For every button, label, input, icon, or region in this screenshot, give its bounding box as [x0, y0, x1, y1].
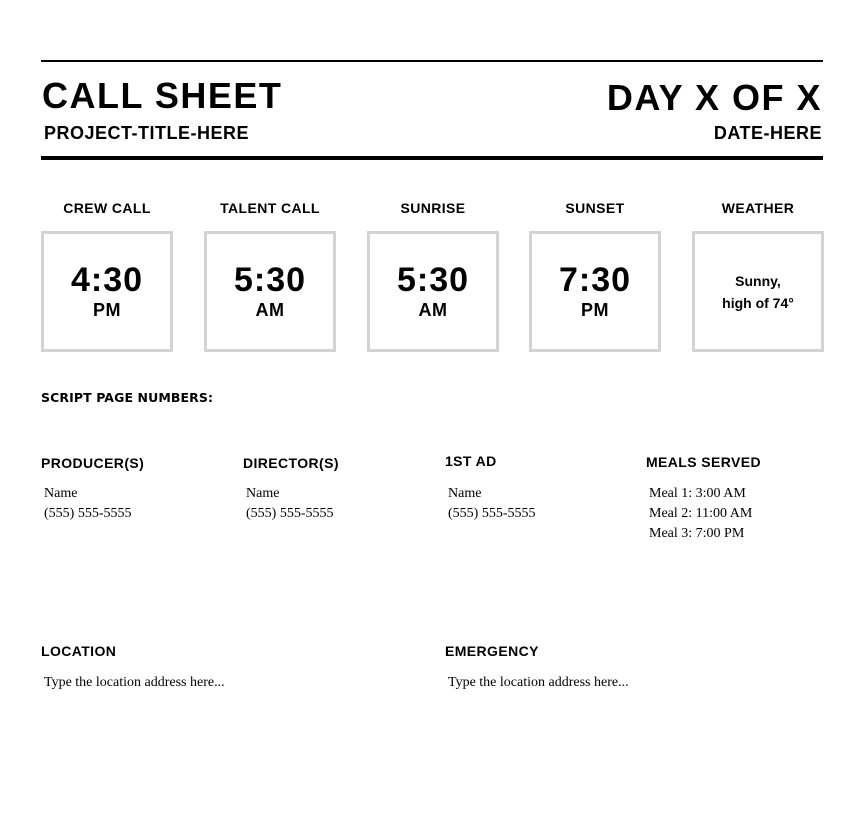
- producer-phone[interactable]: (555) 555-5555: [44, 506, 132, 521]
- meals-list[interactable]: [649, 484, 752, 544]
- crew-call-block: [41, 198, 173, 354]
- weather-line-1: Sunny,: [735, 272, 781, 289]
- director-contact[interactable]: [246, 484, 334, 524]
- location-address[interactable]: Type the location address here...: [44, 675, 225, 690]
- sunrise-label: SUNRISE: [400, 200, 466, 216]
- sunset-time: 7:30: [558, 260, 632, 299]
- first-ad-name[interactable]: Name: [448, 486, 482, 501]
- director-phone[interactable]: (555) 555-5555: [246, 506, 334, 521]
- sunrise-block: [367, 198, 499, 354]
- talent-call-block: [204, 198, 336, 354]
- first-ad-heading: 1ST AD: [445, 453, 497, 469]
- director-name[interactable]: Name: [246, 486, 280, 501]
- meal-item[interactable]: Meal 1: 3:00 AM: [649, 486, 746, 501]
- time-summary: [41, 198, 825, 354]
- location-heading: LOCATION: [41, 643, 117, 659]
- talent-call-time: 5:30: [233, 260, 307, 299]
- crew-call-time: 4:30: [70, 260, 144, 299]
- producer-contact[interactable]: [44, 484, 132, 524]
- meals-heading: MEALS SERVED: [646, 454, 762, 470]
- talent-call-period: AM: [255, 299, 285, 320]
- crew-call-label: CREW CALL: [63, 200, 151, 216]
- weather-line-2: high of 74°: [722, 294, 794, 311]
- crew-call-period: PM: [93, 299, 121, 320]
- talent-call-box[interactable]: [204, 231, 336, 352]
- sunset-block: [529, 198, 661, 354]
- script-page-numbers-label: SCRIPT PAGE NUMBERS:: [41, 390, 214, 405]
- producer-heading: PRODUCER(S): [41, 455, 145, 471]
- sunset-label: SUNSET: [565, 200, 625, 216]
- project-title[interactable]: PROJECT-TITLE-HERE: [44, 123, 250, 143]
- weather-label: WEATHER: [721, 200, 795, 216]
- producer-name[interactable]: Name: [44, 486, 78, 501]
- sunset-period: PM: [581, 299, 609, 320]
- header-divider: [41, 156, 823, 160]
- talent-call-label: TALENT CALL: [220, 200, 320, 216]
- day-counter[interactable]: DAY X OF X: [606, 77, 822, 118]
- crew-call-box[interactable]: [41, 231, 173, 352]
- weather-block: [692, 198, 824, 354]
- meal-item[interactable]: Meal 2: 11:00 AM: [649, 506, 753, 521]
- sunset-box[interactable]: [529, 231, 661, 352]
- sunrise-box[interactable]: [367, 231, 499, 352]
- sunrise-time: 5:30: [396, 260, 470, 299]
- meal-item[interactable]: Meal 3: 7:00 PM: [649, 526, 745, 541]
- shoot-date[interactable]: DATE-HERE: [713, 123, 822, 143]
- top-rule: [41, 60, 823, 62]
- director-heading: DIRECTOR(S): [243, 455, 339, 471]
- weather-box[interactable]: [692, 231, 824, 352]
- page-title: CALL SHEET: [42, 75, 283, 116]
- first-ad-phone[interactable]: (555) 555-5555: [448, 506, 536, 521]
- emergency-heading: EMERGENCY: [445, 643, 539, 659]
- sunrise-period: AM: [418, 299, 448, 320]
- emergency-address[interactable]: Type the location address here...: [448, 675, 629, 690]
- first-ad-contact[interactable]: [448, 484, 536, 524]
